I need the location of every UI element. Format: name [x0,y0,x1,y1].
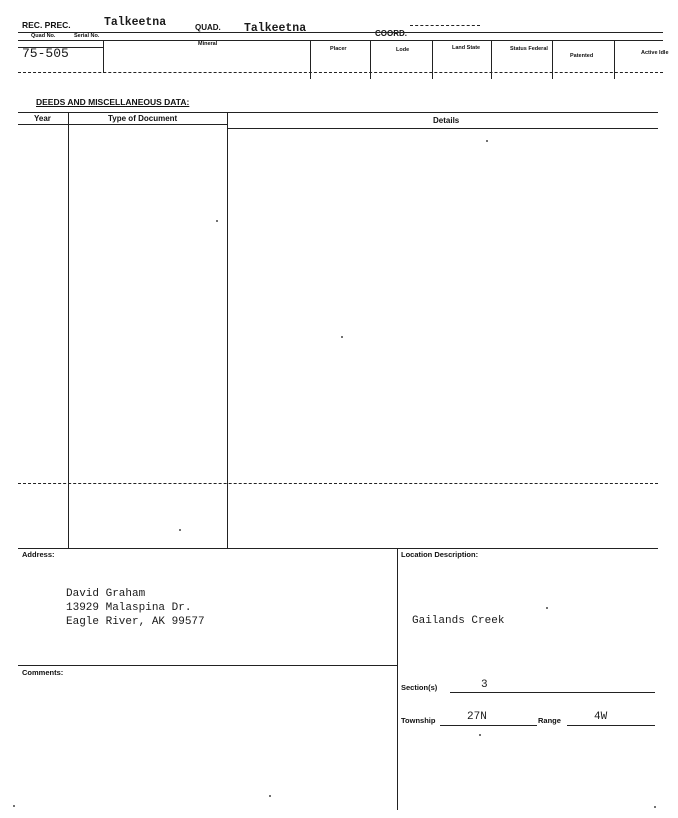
quad-value: Talkeetna [244,22,307,35]
quad-serial-value: 75-505 [22,46,69,61]
serial-no-label: Serial No. [74,33,100,39]
quad-label: QUAD. [195,23,221,32]
address-bottom-line [18,665,398,666]
address-label: Address: [22,550,55,559]
quad-no-label: Quad No. [31,33,56,39]
header-dashes-right [410,25,480,26]
deeds-header-line-left [18,124,228,125]
address-line-3: Eagle River, AK 99577 [66,616,205,628]
placer-label: Placer [330,46,347,52]
land-state-label: Land State [452,45,481,51]
scan-speck [269,795,271,797]
deeds-table-top-line [18,112,658,113]
col-type-label: Type of Document [108,114,178,123]
rec-prec-value: Talkeetna [104,16,167,29]
section-underline [450,692,655,693]
patented-label: Patented [570,53,594,59]
scan-speck [486,140,488,142]
claim-col-line-7 [614,40,615,79]
township-label: Township [401,716,436,725]
scan-speck [654,806,656,808]
scan-speck [341,336,343,338]
township-value: 27N [467,711,487,723]
claim-col-line-1 [103,40,104,73]
claim-col-line-4 [432,40,433,79]
deeds-dashed-separator [18,483,658,484]
location-label: Location Description: [401,550,479,559]
mineral-label: Mineral [198,41,218,47]
section-value: 3 [481,679,488,691]
scan-speck [13,805,15,807]
coord-label: COORD. [375,29,407,38]
address-line-2: 13929 Malaspina Dr. [66,602,192,614]
township-underline [440,725,537,726]
address-line-1: David Graham [66,588,146,600]
scan-speck [479,734,481,736]
deeds-heading: DEEDS AND MISCELLANEOUS DATA: [36,97,190,107]
col-year-label: Year [34,114,51,123]
claim-subheader-line [18,47,103,48]
claim-row-dashed-line [18,72,663,73]
scan-speck [179,529,181,531]
claim-header-top-line [18,40,663,41]
lode-label: Lode [396,47,410,53]
col-details-label: Details [433,116,460,125]
claim-col-line-3 [370,40,371,79]
claim-col-line-2 [310,40,311,79]
rec-prec-label: REC. PREC. [22,20,71,30]
scan-speck [546,607,548,609]
status-federal-label: Status Federal [510,46,548,52]
active-idle-label: Active Idle [641,50,669,56]
location-value: Gailands Creek [412,615,505,627]
scan-speck [216,220,218,222]
header-underline [18,32,663,33]
claim-col-line-5 [491,40,492,79]
deeds-header-line [228,128,658,129]
range-underline [567,725,655,726]
range-value: 4W [594,711,608,723]
claim-col-line-6 [552,40,553,79]
comments-label: Comments: [22,668,64,677]
bottom-center-divider [397,548,398,810]
range-label: Range [538,716,561,725]
deeds-bottom-line [18,548,658,549]
section-label: Section(s) [401,683,438,692]
